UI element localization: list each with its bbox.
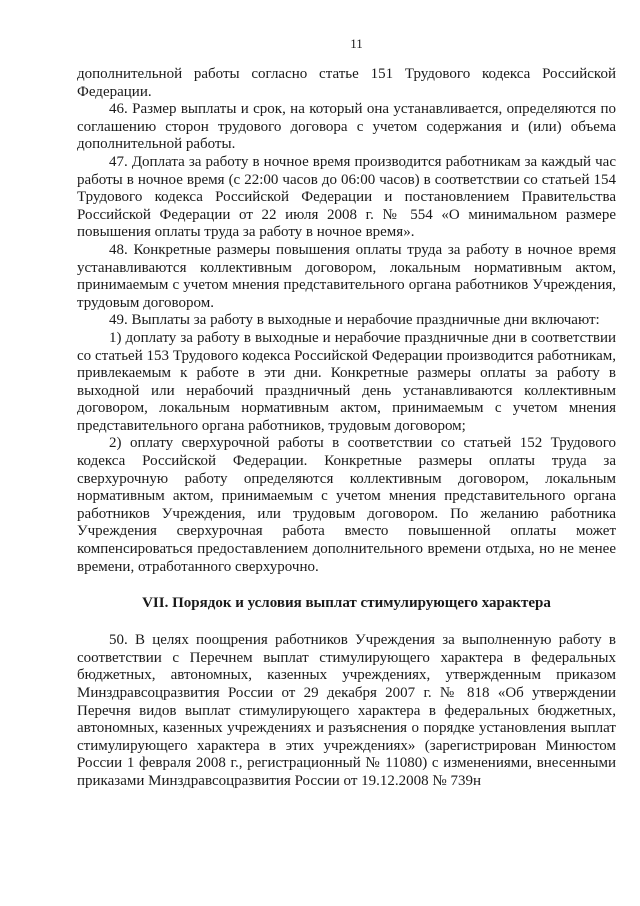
- paragraph-49-item-2: 2) оплату сверхурочной работы в соответствии со статьей 152 Трудового кодекса Российской Федерации. Конкретные размеры оплаты труда за сверхурочную работу определяются коллективным договором, локальным нормативным актом, принимаемым с учетом мнения представительного органа работников Учреждения, или трудовым договором. По желанию работника Учреждения сверхурочная работа вместо повышенной оплаты может компенсироваться предоставлением дополнительного времени отдыха, но не менее времени, отработанного сверхурочно.: [77, 435, 616, 575]
- paragraph-49: 49. Выплаты за работу в выходные и нерабочие праздничные дни включают:: [109, 312, 600, 329]
- body-text-bottom: [77, 632, 616, 790]
- paragraph-49-item-1: 1) доплату за работу в выходные и нерабочие праздничные дни в соответствии со статьей 153 Трудового кодекса Российской Федерации производится работникам, привлекаемым к работе в эти дни. Конкретные размеры оплаты за работу в выходной или нерабочий праздничный день устанавливаются коллективным договором, локальным нормативным актом, принимаемым с учетом мнения представительного органа работников, трудовым договором;: [77, 329, 616, 434]
- body-text-top: [77, 66, 616, 576]
- paragraph-47: 47. Доплата за работу в ночное время производится работникам за каждый час работы в ночное время (с 22:00 часов до 06:00 часов) в соответствии со статьей 154 Трудового кодекса Российской Федерации и постановлением Правительства Российской Федерации от 22 июля 2008 г. № 554 «О минимальном размере повышения оплаты труда за работу в ночное время».: [77, 153, 616, 241]
- paragraph-48: 48. Конкретные размеры повышения оплаты труда за работу в ночное время устанавливаются коллективным договором, локальным нормативным актом, принимаемым с учетом мнения представительного органа работников Учреждения, трудовым договором.: [77, 241, 616, 311]
- paragraph-45-end: дополнительной работы согласно статье 151 Трудового кодекса Российской Федерации.: [77, 66, 616, 100]
- paragraph-46: 46. Размер выплаты и срок, на который она устанавливается, определяются по соглашению сторон трудового договора с учетом содержания и (или) объема дополнительной работы.: [77, 101, 616, 153]
- page-number: 11: [350, 36, 363, 51]
- paragraph-50: 50. В целях поощрения работников Учреждения за выполненную работу в соответствии с Перечнем выплат стимулирующего характера в федеральных бюджетных, автономных, казенных учреждениях, утвержденным приказом Минздравсоцразвития России от 29 декабря 2007 г. № 818 «Об утверждении Перечня видов выплат стимулирующего характера в федеральных бюджетных, автономных, казенных учреждениях и разъяснения о порядке установления выплат стимулирующего характера в этих учреждениях» (зарегистрирован Минюстом России 1 февраля 2008 г., регистрационный № 11080) с изменениями, внесенными приказами Минздравсоцразвития России от 19.12.2008 № 739н: [77, 632, 616, 789]
- section-heading: VII. Порядок и условия выплат стимулирующего характера: [142, 595, 551, 612]
